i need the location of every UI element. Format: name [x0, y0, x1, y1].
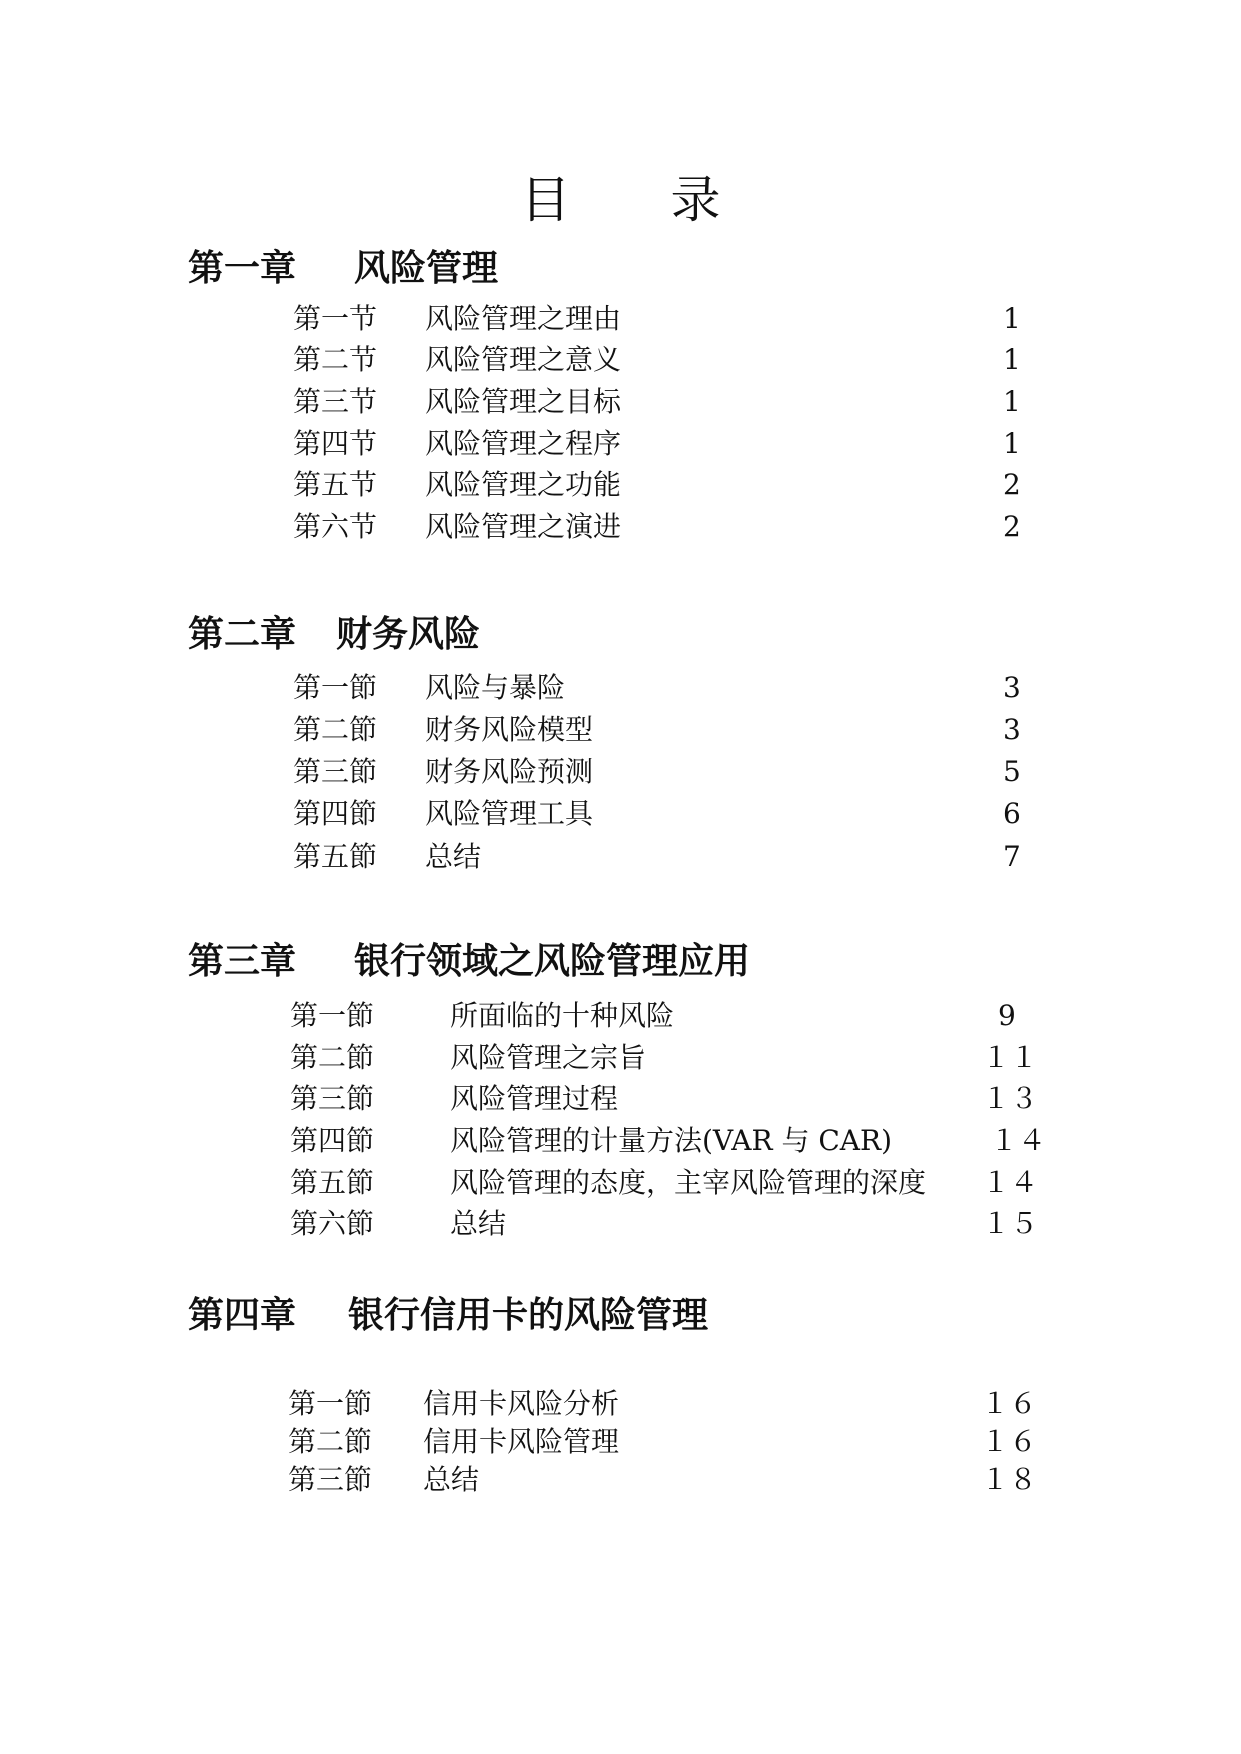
section-title: 总结 — [450, 1207, 507, 1240]
section-title: 财务风险模型 — [425, 713, 594, 746]
chapter-title: 风险管理 — [354, 248, 499, 289]
toc-entry[interactable] — [293, 426, 1053, 462]
page-number: 2 — [1003, 468, 1021, 501]
chapter-label: 第三章 — [188, 941, 297, 982]
section-label: 第三節 — [288, 1463, 373, 1496]
section-label: 第五節 — [293, 840, 378, 873]
section-title: 风险管理之意义 — [425, 343, 622, 376]
section-label: 第二節 — [293, 713, 378, 746]
chapter-title: 银行领域之风险管理应用 — [354, 941, 751, 982]
section-title: 信用卡风险分析 — [423, 1387, 620, 1420]
section-title: 风险管理之功能 — [425, 468, 622, 501]
section-title: 总结 — [423, 1463, 480, 1496]
section-label: 第二節 — [290, 1041, 375, 1074]
toc-entry[interactable] — [288, 1386, 1068, 1422]
chapter-title: 财务风险 — [336, 614, 481, 655]
section-title: 风险管理之目标 — [425, 385, 622, 418]
section-label: 第五節 — [290, 1166, 375, 1199]
toc-entry[interactable] — [293, 509, 1053, 545]
chapter-label: 第二章 — [188, 614, 297, 655]
page-number: 1 — [1003, 427, 1021, 460]
section-title: 风险管理过程 — [450, 1082, 619, 1115]
page-number: １８ — [981, 1463, 1038, 1496]
toc-entry[interactable] — [293, 796, 1053, 832]
chapter-title: 银行信用卡的风险管理 — [348, 1295, 709, 1336]
section-title: 所面临的十种风险 — [450, 999, 675, 1032]
title-char-right: 录 — [670, 171, 721, 229]
page-number: １４ — [982, 1166, 1039, 1199]
section-title: 风险管理的计量方法(VAR 与 CAR) — [450, 1124, 892, 1157]
chapter-label: 第一章 — [188, 248, 297, 289]
toc-entry[interactable] — [293, 301, 1053, 337]
toc-entry[interactable] — [290, 1206, 1070, 1242]
title-char-left: 目 — [520, 171, 571, 229]
page-number: １６ — [981, 1387, 1038, 1420]
section-label: 第四节 — [293, 427, 378, 460]
section-title: 风险管理之宗旨 — [450, 1041, 647, 1074]
section-label: 第二節 — [288, 1425, 373, 1458]
section-title: 风险管理之理由 — [425, 302, 622, 335]
page-number: １６ — [981, 1425, 1038, 1458]
page-number: 1 — [1003, 385, 1021, 418]
toc-entry[interactable] — [290, 1040, 1070, 1076]
page-number: 2 — [1003, 510, 1021, 543]
section-label: 第五节 — [293, 468, 378, 501]
section-label: 第三節 — [290, 1082, 375, 1115]
toc-entry[interactable] — [293, 754, 1053, 790]
toc-entry[interactable] — [293, 670, 1053, 706]
toc-entry[interactable] — [290, 998, 1070, 1034]
section-label: 第三節 — [293, 755, 378, 788]
page-number: 3 — [1003, 713, 1021, 746]
section-title: 风险与暴险 — [425, 671, 566, 704]
toc-entry[interactable] — [290, 1165, 1070, 1201]
page-number: 1 — [1003, 343, 1021, 376]
page-number: 1 — [1003, 302, 1021, 335]
toc-entry[interactable] — [293, 384, 1053, 420]
page-title — [0, 160, 1241, 232]
section-title: 总结 — [425, 840, 482, 873]
chapter-heading — [188, 240, 498, 291]
page-number: １４ — [990, 1124, 1047, 1157]
page-number: 3 — [1003, 671, 1021, 704]
toc-entry[interactable] — [293, 839, 1053, 875]
section-label: 第一节 — [293, 302, 378, 335]
page-number: １５ — [982, 1207, 1039, 1240]
toc-entry[interactable] — [288, 1424, 1068, 1460]
toc-entry[interactable] — [293, 467, 1053, 503]
section-label: 第一節 — [288, 1387, 373, 1420]
section-label: 第六节 — [293, 510, 378, 543]
chapter-label: 第四章 — [188, 1295, 297, 1336]
section-label: 第一節 — [293, 671, 378, 704]
section-title: 风险管理之程序 — [425, 427, 622, 460]
page-number: 6 — [1003, 797, 1021, 830]
toc-entry[interactable] — [290, 1123, 1070, 1159]
section-label: 第四節 — [293, 797, 378, 830]
section-title: 财务风险预测 — [425, 755, 594, 788]
toc-entry[interactable] — [293, 712, 1053, 748]
section-title: 风险管理之演进 — [425, 510, 622, 543]
section-label: 第六節 — [290, 1207, 375, 1240]
toc-entry[interactable] — [288, 1462, 1068, 1498]
chapter-heading — [188, 606, 480, 657]
section-title: 风险管理的态度，主宰风险管理的深度 — [450, 1166, 927, 1199]
toc-entry[interactable] — [290, 1081, 1070, 1117]
chapter-heading — [188, 933, 750, 984]
page-number: １３ — [982, 1082, 1039, 1115]
section-label: 第四節 — [290, 1124, 375, 1157]
section-title: 信用卡风险管理 — [423, 1425, 620, 1458]
page-number: 5 — [1003, 755, 1021, 788]
chapter-heading — [188, 1287, 708, 1338]
section-label: 第二节 — [293, 343, 378, 376]
page-number: 7 — [1003, 840, 1021, 873]
toc-entry[interactable] — [293, 342, 1053, 378]
page-number: １１ — [982, 1041, 1039, 1074]
section-label: 第三节 — [293, 385, 378, 418]
page-number: 9 — [998, 999, 1016, 1032]
section-label: 第一節 — [290, 999, 375, 1032]
section-title: 风险管理工具 — [425, 797, 594, 830]
